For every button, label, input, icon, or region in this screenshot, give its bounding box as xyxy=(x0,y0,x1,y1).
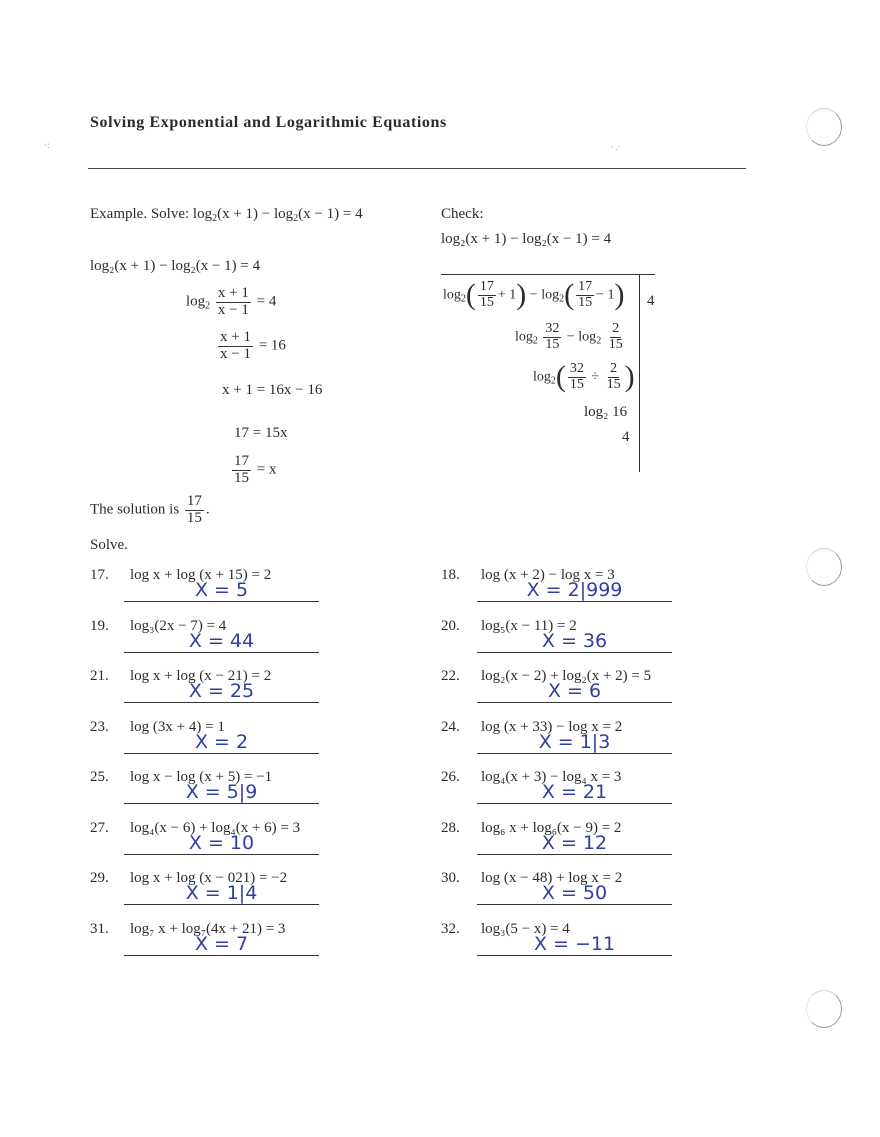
problem-number: 27. xyxy=(90,819,109,836)
problem-number: 25. xyxy=(90,769,109,785)
problem-equation: log₃(5 − x) = 4 xyxy=(481,920,570,937)
problem-number: 29. xyxy=(90,870,109,886)
answer-line[interactable] xyxy=(124,601,319,602)
answer-line[interactable] xyxy=(124,652,319,653)
problem-equation: log₅(x − 11) = 2 xyxy=(481,617,577,634)
check-row-1: $\log_2$( $\frac{17}{15}$ + $1) - \log_2$( $\frac{17}{15}$ − 1) xyxy=(443,278,625,312)
example-solution: The solution is $\frac{17}{15}$ . xyxy=(90,493,210,526)
answer-line[interactable] xyxy=(477,803,672,804)
problem-number: 30. xyxy=(441,870,460,886)
answer-line[interactable] xyxy=(477,702,672,703)
handwritten-answer: X = 1|4 xyxy=(185,882,258,904)
problem-number: 20. xyxy=(441,617,460,634)
title-rule xyxy=(88,168,746,169)
handwritten-answer: X = 12 xyxy=(541,831,608,854)
answer-line[interactable] xyxy=(477,955,672,956)
answer-line[interactable] xyxy=(124,955,319,956)
check-row-5: 4 xyxy=(622,429,630,445)
problem-equation: log₆ x + log₆(x − 9) = 2 xyxy=(481,819,622,836)
problem-equation: log (x − 48) + log x = 2 xyxy=(481,870,623,886)
problem-number: 26. xyxy=(441,769,460,785)
answer-line[interactable] xyxy=(124,803,319,804)
handwritten-answer: X = −11 xyxy=(533,932,616,955)
answer-line[interactable] xyxy=(477,652,672,653)
problem-equation: log₃(2x − 7) = 4 xyxy=(130,617,227,634)
problem-number: 23. xyxy=(90,718,109,735)
problem-equation: log₄(x − 6) + log₄(x + 6) = 3 xyxy=(130,819,301,836)
handwritten-answer: X = 25 xyxy=(188,680,255,702)
example-step-5: 17 = 15x xyxy=(234,425,288,441)
handwritten-answer: X = 5|9 xyxy=(185,781,258,803)
problem-number: 18. xyxy=(441,567,460,583)
answer-line[interactable] xyxy=(477,904,672,905)
check-table-divider xyxy=(639,274,640,472)
page-title: Solving Exponential and Logarithmic Equations xyxy=(90,114,447,131)
scan-speck: · .· xyxy=(610,142,621,152)
problem-equation: log (3x + 4) = 1 xyxy=(130,718,225,735)
check-row-4: log₂ 16 xyxy=(584,404,628,420)
example-step-4: x + 1 = 16x − 16 xyxy=(222,382,323,398)
problem-equation: log₄(x + 3) − log₄ x = 3 xyxy=(481,769,622,785)
problem-equation: log₂(x − 2) + log₂(x + 2) = 5 xyxy=(481,668,652,684)
handwritten-answer: X = 2|999 xyxy=(526,579,623,601)
problem-number: 22. xyxy=(441,668,460,684)
problem-equation: log (x + 2) − log x = 3 xyxy=(481,567,615,583)
example-step-1: log₂(x + 1) − log₂(x − 1) = 4 xyxy=(90,258,261,274)
problem-equation: log x + log (x − 21) = 2 xyxy=(130,668,272,684)
example-step-2: $\log_2$ $\frac{x + 1}{x - 1}$ = 4 xyxy=(186,285,277,318)
handwritten-answer: X = 21 xyxy=(541,781,608,803)
answer-line[interactable] xyxy=(124,904,319,905)
handwritten-answer: X = 6 xyxy=(547,680,602,702)
handwritten-answer: X = 44 xyxy=(188,629,255,652)
check-table-top-rule xyxy=(441,274,655,275)
problem-equation: log x + log (x + 15) = 2 xyxy=(130,567,272,583)
problem-number: 24. xyxy=(441,718,460,735)
binder-hole-icon xyxy=(806,990,842,1028)
problem-number: 32. xyxy=(441,920,460,937)
handwritten-answer: X = 50 xyxy=(541,882,608,904)
check-row-3: $\log_2$( $\frac{32}{15}$ ÷ $\frac{2}{15}$ ) xyxy=(533,360,635,394)
example-step-6: $\frac{17}{15}$ = x xyxy=(234,453,277,486)
problem-number: 19. xyxy=(90,617,109,634)
check-row-2: $\log_2$ $\frac{32}{15}$ − $\log_2$ $\frac{2}{15}$ xyxy=(515,321,623,352)
handwritten-answer: X = 10 xyxy=(188,831,255,854)
answer-line[interactable] xyxy=(124,753,319,754)
problem-equation: log x − log (x + 5) = −1 xyxy=(130,769,273,785)
binder-hole-icon xyxy=(806,548,842,586)
check-equation: log₂(x + 1) − log₂(x − 1) = 4 xyxy=(441,231,612,247)
problem-number: 31. xyxy=(90,920,109,937)
solve-label: Solve. xyxy=(90,537,128,553)
answer-line[interactable] xyxy=(124,702,319,703)
handwritten-answer: X = 2 xyxy=(194,730,249,753)
handwritten-answer: X = 1|3 xyxy=(538,730,611,753)
problem-equation: log (x + 33) − log x = 2 xyxy=(481,718,623,735)
example-step-3: $\frac{x + 1}{x - 1}$ = 16 xyxy=(220,329,286,362)
example-heading: Example. Solve: $\log_2(x + 1) - \log_2(x - 1) = 4$ xyxy=(90,206,363,224)
handwritten-answer: X = 5 xyxy=(194,579,249,601)
answer-line[interactable] xyxy=(124,854,319,855)
problem-number: 28. xyxy=(441,819,460,836)
problem-equation: log₇ x + log₇(4x + 21) = 3 xyxy=(130,920,286,937)
check-heading: Check: xyxy=(441,206,484,222)
answer-line[interactable] xyxy=(477,601,672,602)
binder-hole-icon xyxy=(806,108,842,146)
handwritten-answer: X = 36 xyxy=(541,629,608,652)
handwritten-answer: X = 7 xyxy=(194,932,249,955)
answer-line[interactable] xyxy=(477,753,672,754)
problem-number: 21. xyxy=(90,668,109,684)
problem-equation: log x + log (x − 021) = −2 xyxy=(130,870,288,886)
answer-line[interactable] xyxy=(477,854,672,855)
scan-speck: ·: xyxy=(44,140,50,150)
problem-number: 17. xyxy=(90,567,109,583)
check-rhs: 4 xyxy=(647,293,655,309)
